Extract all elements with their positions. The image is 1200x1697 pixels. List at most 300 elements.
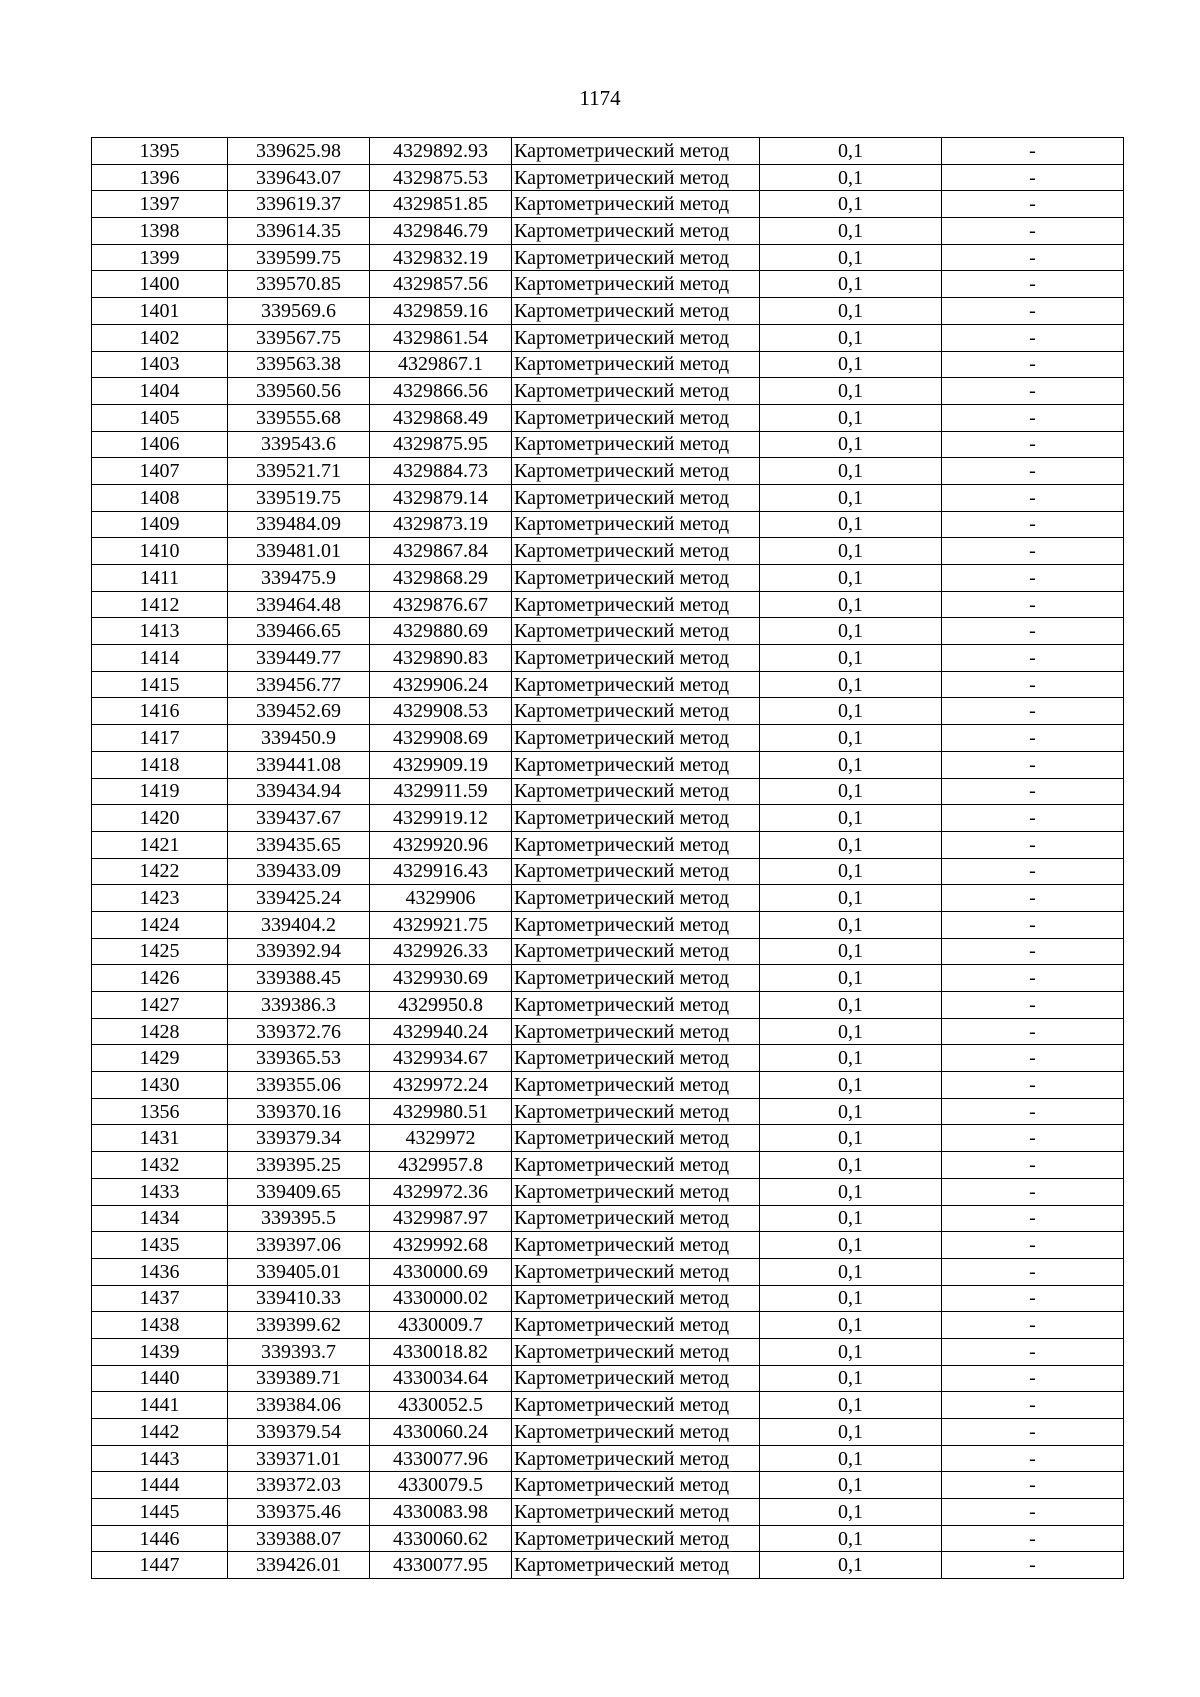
accuracy-cell: 0,1: [760, 458, 942, 485]
y-coordinate-cell: 4329980.51: [370, 1098, 512, 1125]
note-cell: -: [942, 965, 1124, 992]
note-cell: -: [942, 138, 1124, 165]
accuracy-cell: 0,1: [760, 751, 942, 778]
method-cell: Картометрический метод: [512, 992, 760, 1019]
method-cell: Картометрический метод: [512, 484, 760, 511]
point-number-cell: 1445: [92, 1499, 228, 1526]
x-coordinate-cell: 339449.77: [228, 645, 370, 672]
x-coordinate-cell: 339405.01: [228, 1258, 370, 1285]
point-number-cell: 1417: [92, 725, 228, 752]
x-coordinate-cell: 339371.01: [228, 1445, 370, 1472]
x-coordinate-cell: 339392.94: [228, 938, 370, 965]
x-coordinate-cell: 339619.37: [228, 191, 370, 218]
point-number-cell: 1426: [92, 965, 228, 992]
accuracy-cell: 0,1: [760, 404, 942, 431]
table-row: [92, 191, 1124, 218]
table-row: [92, 618, 1124, 645]
accuracy-cell: 0,1: [760, 1525, 942, 1552]
note-cell: -: [942, 404, 1124, 431]
table-row: [92, 858, 1124, 885]
accuracy-cell: 0,1: [760, 1499, 942, 1526]
x-coordinate-cell: 339379.34: [228, 1125, 370, 1152]
accuracy-cell: 0,1: [760, 1392, 942, 1419]
note-cell: -: [942, 1392, 1124, 1419]
accuracy-cell: 0,1: [760, 805, 942, 832]
table-row: [92, 698, 1124, 725]
point-number-cell: 1395: [92, 138, 228, 165]
x-coordinate-cell: 339393.7: [228, 1338, 370, 1365]
point-number-cell: 1444: [92, 1472, 228, 1499]
table-row: [92, 244, 1124, 271]
note-cell: -: [942, 1552, 1124, 1579]
table-row: [92, 1338, 1124, 1365]
accuracy-cell: 0,1: [760, 938, 942, 965]
x-coordinate-cell: 339379.54: [228, 1419, 370, 1446]
accuracy-cell: 0,1: [760, 858, 942, 885]
x-coordinate-cell: 339567.75: [228, 324, 370, 351]
point-number-cell: 1399: [92, 244, 228, 271]
table-row: [92, 805, 1124, 832]
accuracy-cell: 0,1: [760, 538, 942, 565]
note-cell: -: [942, 618, 1124, 645]
table-row: [92, 645, 1124, 672]
y-coordinate-cell: 4329908.69: [370, 725, 512, 752]
point-number-cell: 1408: [92, 484, 228, 511]
table-row: [92, 1365, 1124, 1392]
point-number-cell: 1407: [92, 458, 228, 485]
point-number-cell: 1398: [92, 218, 228, 245]
point-number-cell: 1437: [92, 1285, 228, 1312]
point-number-cell: 1433: [92, 1178, 228, 1205]
method-cell: Картометрический метод: [512, 1125, 760, 1152]
accuracy-cell: 0,1: [760, 1045, 942, 1072]
y-coordinate-cell: 4329987.97: [370, 1205, 512, 1232]
accuracy-cell: 0,1: [760, 1285, 942, 1312]
accuracy-cell: 0,1: [760, 1258, 942, 1285]
method-cell: Картометрический метод: [512, 351, 760, 378]
point-number-cell: 1419: [92, 778, 228, 805]
table-row: [92, 1392, 1124, 1419]
accuracy-cell: 0,1: [760, 1152, 942, 1179]
accuracy-cell: 0,1: [760, 511, 942, 538]
accuracy-cell: 0,1: [760, 298, 942, 325]
point-number-cell: 1441: [92, 1392, 228, 1419]
point-number-cell: 1440: [92, 1365, 228, 1392]
y-coordinate-cell: 4329908.53: [370, 698, 512, 725]
table-row: [92, 992, 1124, 1019]
y-coordinate-cell: 4330034.64: [370, 1365, 512, 1392]
point-number-cell: 1442: [92, 1419, 228, 1446]
table-row: [92, 671, 1124, 698]
method-cell: Картометрический метод: [512, 911, 760, 938]
accuracy-cell: 0,1: [760, 698, 942, 725]
accuracy-cell: 0,1: [760, 271, 942, 298]
accuracy-cell: 0,1: [760, 1232, 942, 1259]
note-cell: -: [942, 911, 1124, 938]
method-cell: Картометрический метод: [512, 1232, 760, 1259]
method-cell: Картометрический метод: [512, 1365, 760, 1392]
y-coordinate-cell: 4329876.67: [370, 591, 512, 618]
method-cell: Картометрический метод: [512, 698, 760, 725]
accuracy-cell: 0,1: [760, 1552, 942, 1579]
x-coordinate-cell: 339370.16: [228, 1098, 370, 1125]
y-coordinate-cell: 4329873.19: [370, 511, 512, 538]
y-coordinate-cell: 4329909.19: [370, 751, 512, 778]
x-coordinate-cell: 339386.3: [228, 992, 370, 1019]
x-coordinate-cell: 339643.07: [228, 164, 370, 191]
method-cell: Картометрический метод: [512, 1445, 760, 1472]
y-coordinate-cell: 4329892.93: [370, 138, 512, 165]
table-row: [92, 324, 1124, 351]
x-coordinate-cell: 339456.77: [228, 671, 370, 698]
y-coordinate-cell: 4329916.43: [370, 858, 512, 885]
method-cell: Картометрический метод: [512, 1045, 760, 1072]
method-cell: Картометрический метод: [512, 1392, 760, 1419]
point-number-cell: 1430: [92, 1072, 228, 1099]
accuracy-cell: 0,1: [760, 351, 942, 378]
y-coordinate-cell: 4329884.73: [370, 458, 512, 485]
method-cell: Картометрический метод: [512, 565, 760, 592]
point-number-cell: 1356: [92, 1098, 228, 1125]
x-coordinate-cell: 339466.65: [228, 618, 370, 645]
y-coordinate-cell: 4329972.24: [370, 1072, 512, 1099]
note-cell: -: [942, 751, 1124, 778]
method-cell: Картометрический метод: [512, 831, 760, 858]
x-coordinate-cell: 339484.09: [228, 511, 370, 538]
method-cell: Картометрический метод: [512, 1098, 760, 1125]
y-coordinate-cell: 4329972.36: [370, 1178, 512, 1205]
method-cell: Картометрический метод: [512, 1499, 760, 1526]
accuracy-cell: 0,1: [760, 1312, 942, 1339]
table-row: [92, 351, 1124, 378]
y-coordinate-cell: 4330077.95: [370, 1552, 512, 1579]
note-cell: -: [942, 885, 1124, 912]
table-row: [92, 965, 1124, 992]
note-cell: -: [942, 1018, 1124, 1045]
note-cell: -: [942, 1098, 1124, 1125]
x-coordinate-cell: 339365.53: [228, 1045, 370, 1072]
y-coordinate-cell: 4329911.59: [370, 778, 512, 805]
coordinates-table-body: [92, 138, 1124, 1579]
y-coordinate-cell: 4329851.85: [370, 191, 512, 218]
note-cell: -: [942, 831, 1124, 858]
y-coordinate-cell: 4330083.98: [370, 1499, 512, 1526]
x-coordinate-cell: 339464.48: [228, 591, 370, 618]
table-row: [92, 511, 1124, 538]
accuracy-cell: 0,1: [760, 324, 942, 351]
x-coordinate-cell: 339555.68: [228, 404, 370, 431]
y-coordinate-cell: 4329934.67: [370, 1045, 512, 1072]
method-cell: Картометрический метод: [512, 618, 760, 645]
point-number-cell: 1405: [92, 404, 228, 431]
y-coordinate-cell: 4329972: [370, 1125, 512, 1152]
y-coordinate-cell: 4329880.69: [370, 618, 512, 645]
method-cell: Картометрический метод: [512, 324, 760, 351]
table-row: [92, 538, 1124, 565]
point-number-cell: 1406: [92, 431, 228, 458]
x-coordinate-cell: 339475.9: [228, 565, 370, 592]
method-cell: Картометрический метод: [512, 778, 760, 805]
y-coordinate-cell: 4329890.83: [370, 645, 512, 672]
accuracy-cell: 0,1: [760, 1125, 942, 1152]
method-cell: Картометрический метод: [512, 591, 760, 618]
point-number-cell: 1438: [92, 1312, 228, 1339]
y-coordinate-cell: 4329868.49: [370, 404, 512, 431]
note-cell: -: [942, 1525, 1124, 1552]
table-row: [92, 1552, 1124, 1579]
table-row: [92, 1312, 1124, 1339]
point-number-cell: 1396: [92, 164, 228, 191]
accuracy-cell: 0,1: [760, 431, 942, 458]
y-coordinate-cell: 4330052.5: [370, 1392, 512, 1419]
y-coordinate-cell: 4329950.8: [370, 992, 512, 1019]
accuracy-cell: 0,1: [760, 484, 942, 511]
note-cell: -: [942, 458, 1124, 485]
point-number-cell: 1409: [92, 511, 228, 538]
accuracy-cell: 0,1: [760, 1338, 942, 1365]
x-coordinate-cell: 339372.76: [228, 1018, 370, 1045]
point-number-cell: 1418: [92, 751, 228, 778]
y-coordinate-cell: 4329875.53: [370, 164, 512, 191]
table-row: [92, 591, 1124, 618]
method-cell: Картометрический метод: [512, 1072, 760, 1099]
method-cell: Картометрический метод: [512, 1419, 760, 1446]
table-row: [92, 778, 1124, 805]
accuracy-cell: 0,1: [760, 1072, 942, 1099]
point-number-cell: 1436: [92, 1258, 228, 1285]
y-coordinate-cell: 4329875.95: [370, 431, 512, 458]
table-row: [92, 138, 1124, 165]
method-cell: Картометрический метод: [512, 404, 760, 431]
x-coordinate-cell: 339389.71: [228, 1365, 370, 1392]
table-row: [92, 1258, 1124, 1285]
x-coordinate-cell: 339399.62: [228, 1312, 370, 1339]
x-coordinate-cell: 339372.03: [228, 1472, 370, 1499]
method-cell: Картометрический метод: [512, 1312, 760, 1339]
table-row: [92, 1045, 1124, 1072]
y-coordinate-cell: 4330077.96: [370, 1445, 512, 1472]
method-cell: Картометрический метод: [512, 1258, 760, 1285]
table-row: [92, 1499, 1124, 1526]
point-number-cell: 1413: [92, 618, 228, 645]
note-cell: -: [942, 378, 1124, 405]
x-coordinate-cell: 339375.46: [228, 1499, 370, 1526]
x-coordinate-cell: 339437.67: [228, 805, 370, 832]
point-number-cell: 1401: [92, 298, 228, 325]
point-number-cell: 1420: [92, 805, 228, 832]
y-coordinate-cell: 4329930.69: [370, 965, 512, 992]
y-coordinate-cell: 4330000.02: [370, 1285, 512, 1312]
y-coordinate-cell: 4329957.8: [370, 1152, 512, 1179]
note-cell: -: [942, 1205, 1124, 1232]
method-cell: Картометрический метод: [512, 1525, 760, 1552]
x-coordinate-cell: 339388.45: [228, 965, 370, 992]
point-number-cell: 1446: [92, 1525, 228, 1552]
y-coordinate-cell: 4329906.24: [370, 671, 512, 698]
method-cell: Картометрический метод: [512, 725, 760, 752]
note-cell: -: [942, 1499, 1124, 1526]
method-cell: Картометрический метод: [512, 965, 760, 992]
point-number-cell: 1421: [92, 831, 228, 858]
note-cell: -: [942, 1365, 1124, 1392]
y-coordinate-cell: 4329921.75: [370, 911, 512, 938]
y-coordinate-cell: 4329906: [370, 885, 512, 912]
table-row: [92, 751, 1124, 778]
table-row: [92, 1419, 1124, 1446]
x-coordinate-cell: 339570.85: [228, 271, 370, 298]
note-cell: -: [942, 191, 1124, 218]
table-row: [92, 218, 1124, 245]
accuracy-cell: 0,1: [760, 565, 942, 592]
accuracy-cell: 0,1: [760, 138, 942, 165]
x-coordinate-cell: 339425.24: [228, 885, 370, 912]
note-cell: -: [942, 1472, 1124, 1499]
note-cell: -: [942, 1178, 1124, 1205]
point-number-cell: 1414: [92, 645, 228, 672]
table-row: [92, 431, 1124, 458]
point-number-cell: 1447: [92, 1552, 228, 1579]
y-coordinate-cell: 4329867.84: [370, 538, 512, 565]
note-cell: -: [942, 698, 1124, 725]
table-row: [92, 1525, 1124, 1552]
accuracy-cell: 0,1: [760, 965, 942, 992]
accuracy-cell: 0,1: [760, 885, 942, 912]
method-cell: Картометрический метод: [512, 298, 760, 325]
coordinates-table: [91, 137, 1124, 1579]
y-coordinate-cell: 4329940.24: [370, 1018, 512, 1045]
x-coordinate-cell: 339481.01: [228, 538, 370, 565]
accuracy-cell: 0,1: [760, 671, 942, 698]
point-number-cell: 1429: [92, 1045, 228, 1072]
point-number-cell: 1434: [92, 1205, 228, 1232]
x-coordinate-cell: 339560.56: [228, 378, 370, 405]
method-cell: Картометрический метод: [512, 1205, 760, 1232]
note-cell: -: [942, 484, 1124, 511]
y-coordinate-cell: 4329992.68: [370, 1232, 512, 1259]
note-cell: -: [942, 1419, 1124, 1446]
note-cell: -: [942, 244, 1124, 271]
accuracy-cell: 0,1: [760, 1445, 942, 1472]
point-number-cell: 1425: [92, 938, 228, 965]
note-cell: -: [942, 271, 1124, 298]
table-row: [92, 831, 1124, 858]
method-cell: Картометрический метод: [512, 138, 760, 165]
y-coordinate-cell: 4329879.14: [370, 484, 512, 511]
table-row: [92, 164, 1124, 191]
y-coordinate-cell: 4329920.96: [370, 831, 512, 858]
x-coordinate-cell: 339614.35: [228, 218, 370, 245]
method-cell: Картометрический метод: [512, 458, 760, 485]
point-number-cell: 1431: [92, 1125, 228, 1152]
x-coordinate-cell: 339355.06: [228, 1072, 370, 1099]
table-row: [92, 271, 1124, 298]
method-cell: Картометрический метод: [512, 1552, 760, 1579]
x-coordinate-cell: 339521.71: [228, 458, 370, 485]
table-row: [92, 404, 1124, 431]
method-cell: Картометрический метод: [512, 805, 760, 832]
method-cell: Картометрический метод: [512, 378, 760, 405]
x-coordinate-cell: 339519.75: [228, 484, 370, 511]
point-number-cell: 1410: [92, 538, 228, 565]
table-row: [92, 1205, 1124, 1232]
table-row: [92, 885, 1124, 912]
y-coordinate-cell: 4330009.7: [370, 1312, 512, 1339]
point-number-cell: 1443: [92, 1445, 228, 1472]
method-cell: Картометрический метод: [512, 1285, 760, 1312]
accuracy-cell: 0,1: [760, 911, 942, 938]
point-number-cell: 1415: [92, 671, 228, 698]
note-cell: -: [942, 805, 1124, 832]
note-cell: -: [942, 1312, 1124, 1339]
method-cell: Картометрический метод: [512, 858, 760, 885]
x-coordinate-cell: 339543.6: [228, 431, 370, 458]
x-coordinate-cell: 339395.25: [228, 1152, 370, 1179]
x-coordinate-cell: 339435.65: [228, 831, 370, 858]
y-coordinate-cell: 4330018.82: [370, 1338, 512, 1365]
method-cell: Картометрический метод: [512, 1472, 760, 1499]
table-row: [92, 911, 1124, 938]
table-row: [92, 1232, 1124, 1259]
table-row: [92, 1445, 1124, 1472]
table-row: [92, 1018, 1124, 1045]
table-row: [92, 938, 1124, 965]
x-coordinate-cell: 339441.08: [228, 751, 370, 778]
point-number-cell: 1411: [92, 565, 228, 592]
accuracy-cell: 0,1: [760, 191, 942, 218]
x-coordinate-cell: 339433.09: [228, 858, 370, 885]
accuracy-cell: 0,1: [760, 992, 942, 1019]
note-cell: -: [942, 431, 1124, 458]
accuracy-cell: 0,1: [760, 218, 942, 245]
note-cell: -: [942, 298, 1124, 325]
note-cell: -: [942, 164, 1124, 191]
method-cell: Картометрический метод: [512, 244, 760, 271]
x-coordinate-cell: 339397.06: [228, 1232, 370, 1259]
point-number-cell: 1404: [92, 378, 228, 405]
y-coordinate-cell: 4329859.16: [370, 298, 512, 325]
accuracy-cell: 0,1: [760, 618, 942, 645]
accuracy-cell: 0,1: [760, 1419, 942, 1446]
y-coordinate-cell: 4330079.5: [370, 1472, 512, 1499]
point-number-cell: 1423: [92, 885, 228, 912]
note-cell: -: [942, 645, 1124, 672]
x-coordinate-cell: 339434.94: [228, 778, 370, 805]
method-cell: Картометрический метод: [512, 191, 760, 218]
accuracy-cell: 0,1: [760, 1178, 942, 1205]
method-cell: Картометрический метод: [512, 538, 760, 565]
method-cell: Картометрический метод: [512, 1018, 760, 1045]
table-row: [92, 378, 1124, 405]
note-cell: -: [942, 778, 1124, 805]
x-coordinate-cell: 339569.6: [228, 298, 370, 325]
accuracy-cell: 0,1: [760, 1472, 942, 1499]
point-number-cell: 1397: [92, 191, 228, 218]
point-number-cell: 1435: [92, 1232, 228, 1259]
accuracy-cell: 0,1: [760, 645, 942, 672]
y-coordinate-cell: 4329866.56: [370, 378, 512, 405]
table-row: [92, 1285, 1124, 1312]
method-cell: Картометрический метод: [512, 1152, 760, 1179]
note-cell: -: [942, 1258, 1124, 1285]
point-number-cell: 1424: [92, 911, 228, 938]
note-cell: -: [942, 1445, 1124, 1472]
x-coordinate-cell: 339404.2: [228, 911, 370, 938]
method-cell: Картометрический метод: [512, 938, 760, 965]
note-cell: -: [942, 671, 1124, 698]
x-coordinate-cell: 339395.5: [228, 1205, 370, 1232]
accuracy-cell: 0,1: [760, 164, 942, 191]
table-row: [92, 1125, 1124, 1152]
